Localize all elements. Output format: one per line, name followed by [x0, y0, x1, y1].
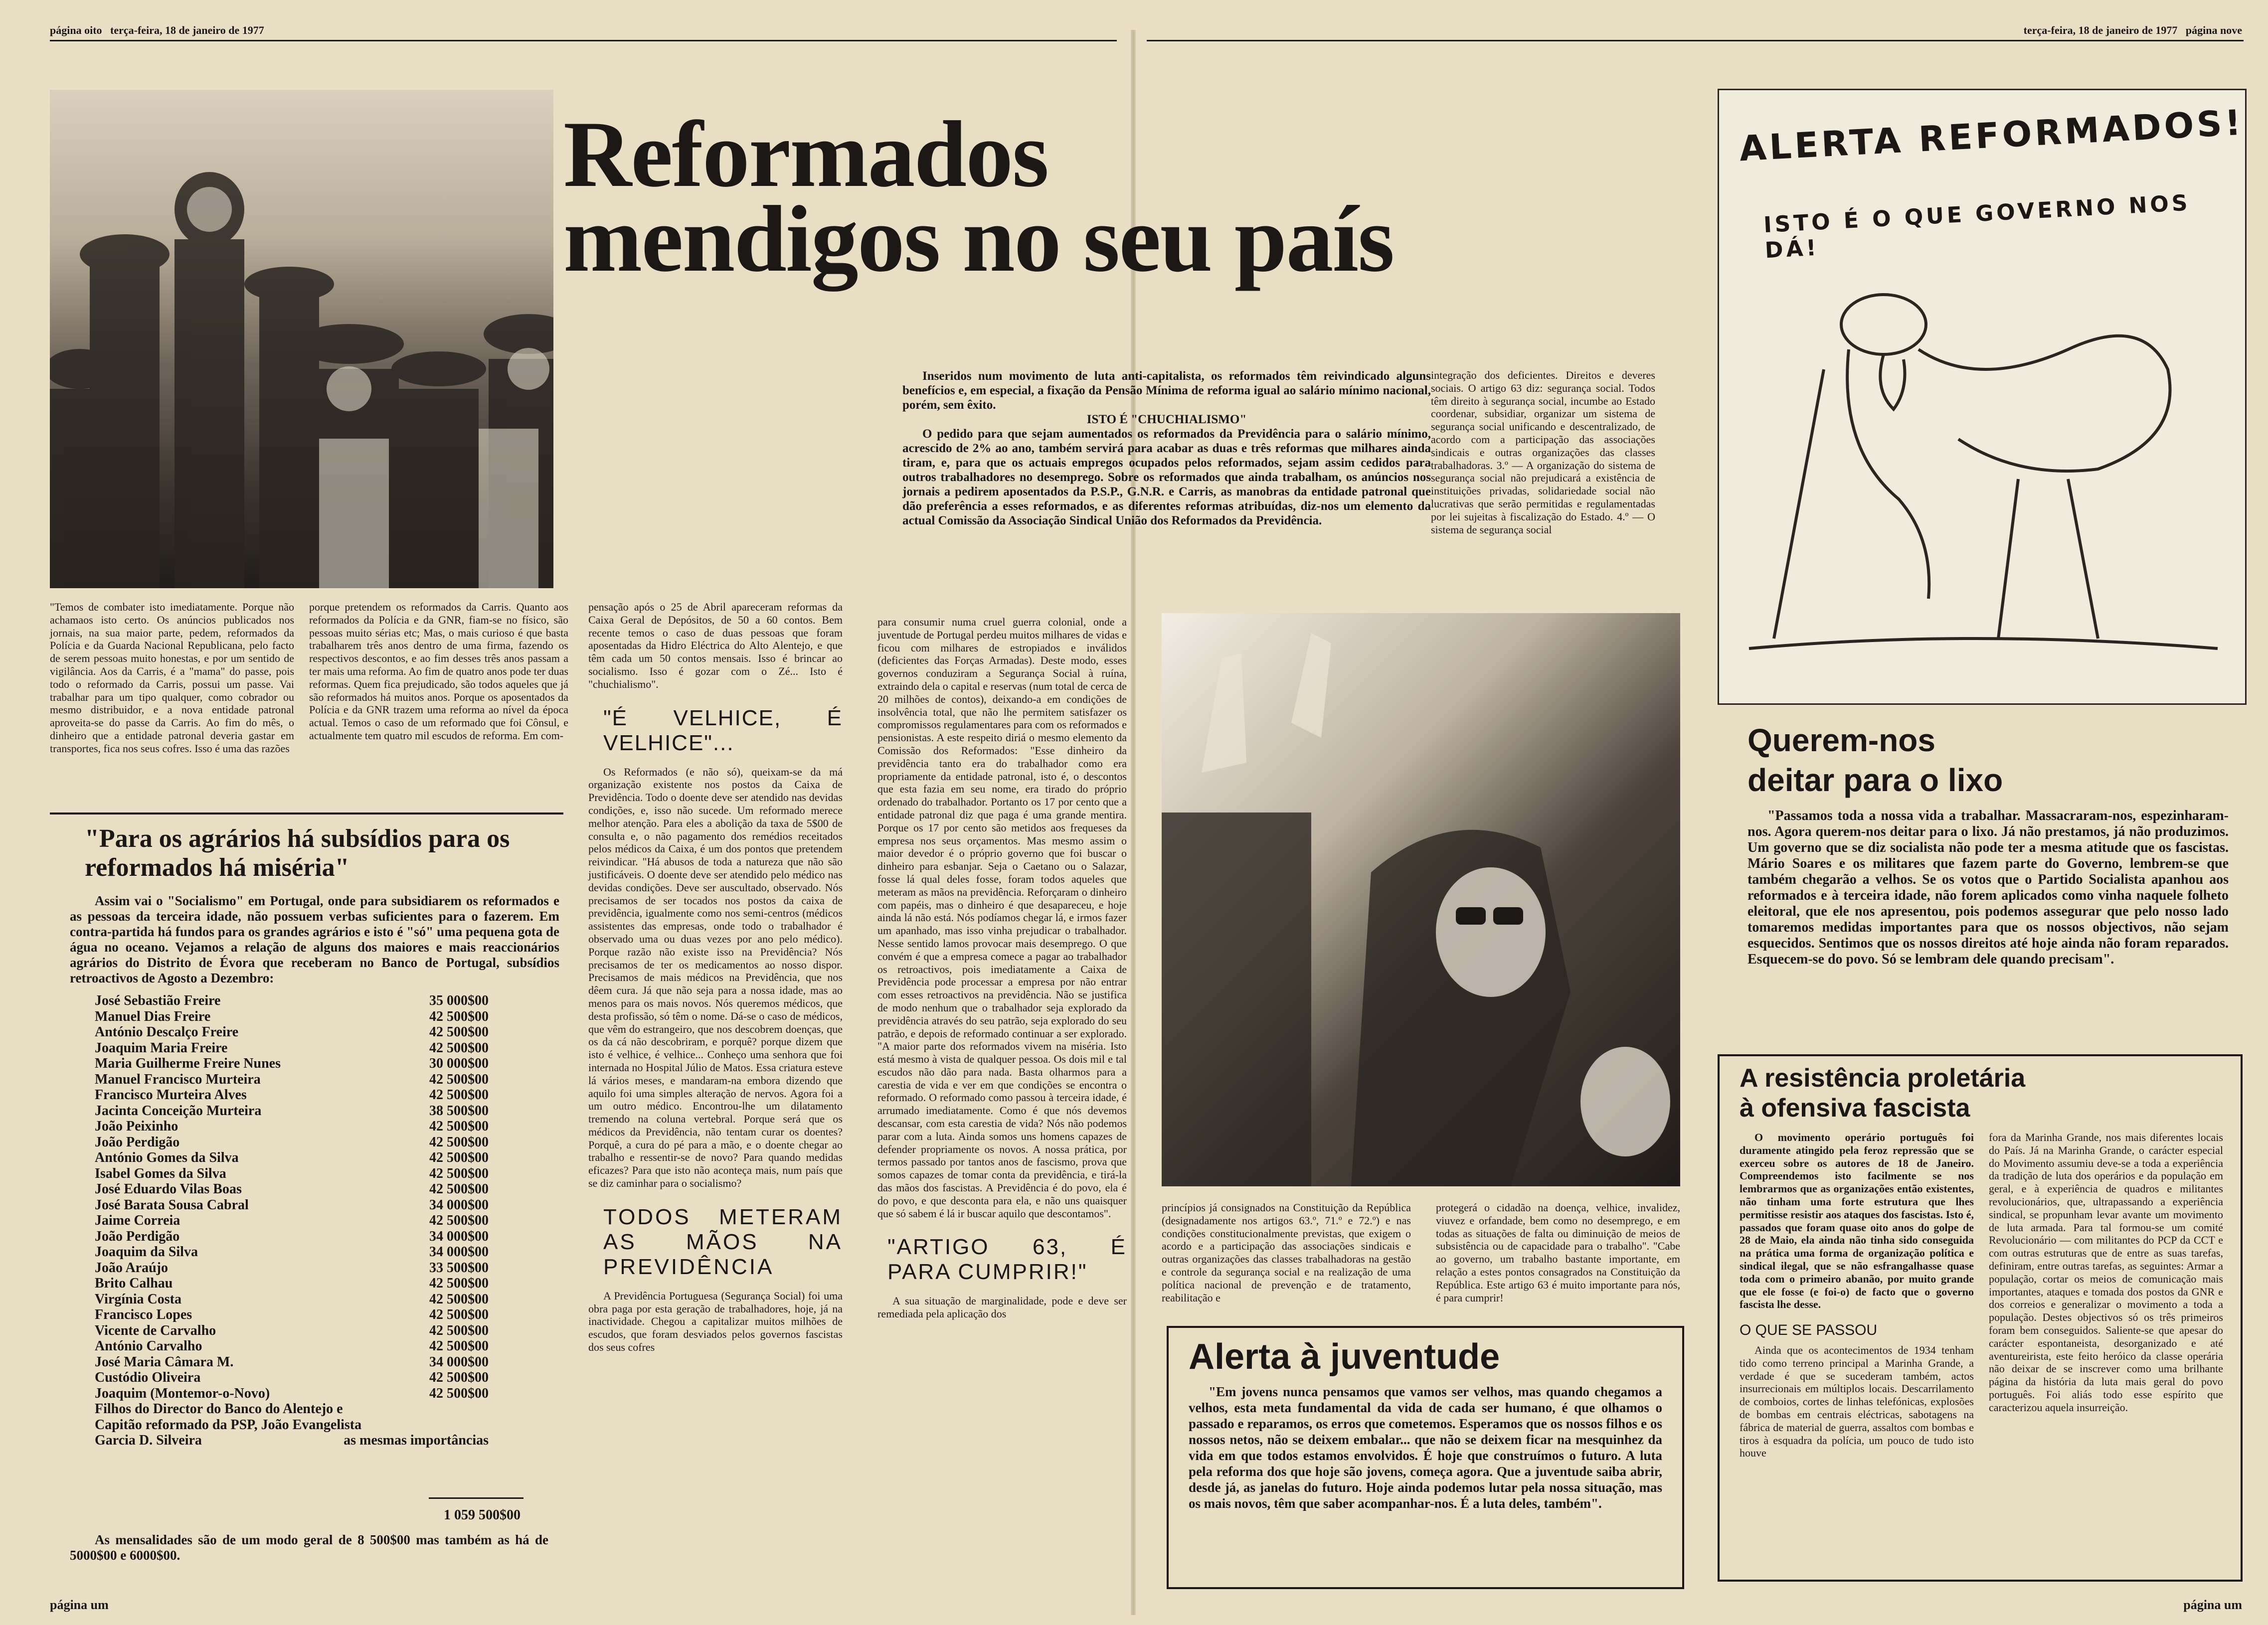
- bottom-left-folio: página um: [50, 1598, 109, 1612]
- agrarios-list-item: [95, 1024, 489, 1040]
- agrario-name: Francisco Lopes: [95, 1307, 192, 1322]
- resistencia-title-2: à ofensiva fascista: [1740, 1094, 1970, 1123]
- agrario-value: 42 500$00: [429, 1338, 489, 1354]
- agrario-value: 33 500$00: [429, 1260, 489, 1276]
- agrario-value: 30 000$00: [429, 1056, 489, 1071]
- agrarios-footer-2: [95, 1417, 489, 1433]
- agrarios-list-item: [95, 1338, 489, 1354]
- agrario-name: Virgínia Costa: [95, 1291, 181, 1307]
- agrario-name: António Carvalho: [95, 1338, 202, 1354]
- agrarios-list-item: [95, 1229, 489, 1245]
- agrario-name: João Perdigão: [95, 1228, 180, 1244]
- agrarios-list-item: [95, 1119, 489, 1135]
- lead-paragraph: Inseridos num movimento de luta anti-capitalista, os reformados têm reivindicado alguns benefícios e, em especial, a fixação da Pensão Mínima de reforma igual ao salário mínimo nacional, porém, sem êxito.: [902, 369, 1431, 412]
- agrarios-list-item: [95, 1009, 489, 1025]
- agrarios-list-item: [95, 1213, 489, 1229]
- agrario-name: João Araújo: [95, 1260, 168, 1276]
- bottom-right-folio: página um: [2183, 1598, 2242, 1612]
- agrario-value: 34 000$00: [429, 1228, 489, 1244]
- top-rule-right: [1147, 40, 2244, 41]
- agrarios-list-item: [95, 1244, 489, 1260]
- resistencia-subhead: O QUE SE PASSOU: [1740, 1322, 1878, 1339]
- agrario-value: 42 500$00: [429, 1071, 489, 1087]
- footer-line-2: Capitão reformado da PSP, João Evangelista: [95, 1417, 362, 1433]
- agrario-name: Joaquim Maria Freire: [95, 1040, 228, 1056]
- agrarios-footer-3: [95, 1433, 489, 1449]
- lixo-article: [1718, 720, 2244, 968]
- article-right-column: [1431, 369, 1655, 536]
- woman-figure: [1162, 613, 1680, 1186]
- lead-subhead: ISTO É "CHUCHIALISMO": [1086, 413, 1247, 426]
- col-3-text-3: A Previdência Portuguesa (Segurança Social) foi uma obra paga por esta geração de trabalhadores, hoje, já na inactividade. Chegou a capitalizar muitos milhões de escudos, que foram desviados pelos governos fascistas dos seus cofres: [588, 1289, 843, 1354]
- agrarios-list-item: [95, 1166, 489, 1182]
- agrario-value: 42 500$00: [429, 1385, 489, 1401]
- right-folio: [2024, 24, 2242, 37]
- photo-retirees-crowd: [50, 90, 553, 588]
- agrarios-list-item: [95, 1260, 489, 1276]
- col-4-text: para consumir numa cruel guerra colonial, onde a juventude de Portugal perdeu muitos milhares de vidas e ficou com milhares de estropiados e inválidos (deficientes das Forças Armadas). Deste modo, esses governos conduziram a Segurança Social à ruína, extraindo dela o capital e reservas (num total de cerca de 20 milhões de contos), deixando-a em condições de insolvência total, que não lhe permitem satisfazer os compromissos regulamentares para com os reformados e pensionistas. A este respeito diriá o mesmo elemento da Comissão dos Reformados: "Esse dinheiro da previdência tanto era do trabalhador como era propriamente da entidade patronal, isto é, o descontos que esta fazia em seu nome, era tirado do próprio ordenado do trabalhador. Portanto os 17 por cento que a entidade patronal diz que paga é uma grande mentira. Porque os 17 por cento são metidos aos frequeses da empresa nos seus orçamentos. Mas mesmo assim o maior devedor é o próprio governo que foi buscar o dinheiro para esbanjar. Seja o Caetano ou o Salazar, fosse lá qual deles fosse, foram todos aqueles que meteram as mãos na previdência. Reforçaram o dinheiro com papéis, mas o dinheiro é que desapareceu, e hoje ainda lá não está. Nós podíamos chegar lá, e irmos fazer um apanhado, mas isso vinha prejudicar o trabalhador. Nesse sentido lamos provocar mais desemprego. O que convém é que a empresa comece a pagar ao trabalhador os retroactivos, pois imediatamente a Caixa de Previdência pode processar a empresa por não entrar com esses retroactivos na previdência. Não se justifica de modo nenhum que o trabalhador seja explorado da previdência através do seu patrão, seja explorado do seu patrão, e depois de reformado continuar a ser explorado. "A maior parte dos reformados vivem na miséria. Isto está mesmo à vista de qualquer pessoa. Os dois mil e tal escudos não dão para nada. Basta olharmos para a carestia de vida e ver em que condições se encontra o reformado. O reformado como passou à terceira idade, é arrumado imediatamente. Como é que nós devemos descansar, com esta carestia de vida? Nós não podemos parar com a luta. Ainda somos uns homens capazes de defender propriamente os novos. A nossa prática, por termos passado por tantos anos de fascismo, prova que somos capazes de tomar conta da previdência, e tirá-la das mãos dos fascistas. A Previdência é do povo, ela é do povo, e que desconta para ela, e não uns quaisquer que só sabem é lá ir buscar aquilo que descontamos".: [877, 616, 1127, 1220]
- agrarios-total: 1 059 500$00: [444, 1507, 521, 1523]
- juventude-text: "Em jovens nunca pensamos que vamos ser velhos, mas quando chegamos a velhos, esta meta fundamental da vida de cada ser humano, é que olhamos o passado e reparamos, os erros que cometemos. Esperamos que os nossos filhos e os nossos netos, não se deixem embalar... que não se deixem ficar na mesquinhez da vida em que todos estamos envolvidos. É hoje que construímos o futuro. A luta pela reforma dos que hoje são jovens, começa agora. Que a juventude saiba abrir, desde já, as janelas do futuro. Hoje ainda podemos lutar pela nossa situação, mas os mais novos, têm que saber acompanhar-nos. É a luta deles, também".: [1189, 1384, 1662, 1511]
- agrarios-list-item: [95, 1370, 489, 1386]
- footer-value: as mesmas importâncias: [344, 1433, 489, 1448]
- agrarios-list-item: [95, 1354, 489, 1370]
- agrario-value: 34 000$00: [429, 1197, 489, 1213]
- col-3-text: pensação após o 25 de Abril apareceram reformas da Caixa Geral de Depósitos, de 50 a 60 contos. Bem recente temos o caso de duas pessoas que foram aposentadas da Hidro Eléctrica do Alto Alentejo, e que têm cada um 50 contos mensais. Isso é brincar ao socialismo. Isso é gozar com o Zé... Isto é "chuchialismo".: [588, 601, 843, 690]
- agrario-name: Manuel Dias Freire: [95, 1008, 211, 1024]
- agrarios-list-item: [95, 1276, 489, 1292]
- resistencia-title-1: A resistência proletária: [1740, 1064, 2026, 1093]
- agrario-name: António Gomes da Silva: [95, 1150, 239, 1165]
- resistencia-col-1: [1740, 1131, 1974, 1460]
- agrario-value: 42 500$00: [429, 1008, 489, 1024]
- agrario-name: Vicente de Carvalho: [95, 1322, 216, 1338]
- under-photo-col-2: [1436, 1201, 1680, 1304]
- article-col-2: [309, 601, 568, 742]
- beggar-drawing: [1719, 90, 2245, 703]
- lixo-title-2: deitar para o lixo: [1747, 762, 2003, 798]
- right-column-text: integração dos deficientes. Direitos e deveres sociais. O artigo 63 diz: segurança social. Todos têm direito à segurança social, incumbe ao Estado coordenar, subsidiar, organizar um sistema de segurança social unificando e descentralizado, de acordo com a participação das associações sindicais e outras organizações das classes trabalhadoras. 3.º — A organização do sistema de segurança social não prejudicará a existência de instituições privadas, solidariedade social não lucrativas que serão permitidas e regulamentadas por lei sujeitas à fiscalização do Estado. 4.º — O sistema de segurança social: [1431, 369, 1655, 536]
- agrarios-list-item: [95, 1072, 489, 1088]
- footer-line-1: Filhos do Director do Banco do Alentejo e: [95, 1401, 343, 1417]
- agrarios-list-item: [95, 1197, 489, 1213]
- agrario-value: 42 500$00: [429, 1024, 489, 1040]
- agrarios-list-item: [95, 1181, 489, 1197]
- agrario-name: João Peixinho: [95, 1119, 178, 1134]
- agrario-name: José Barata Sousa Cabral: [95, 1197, 249, 1213]
- agrario-value: 42 500$00: [429, 1276, 489, 1291]
- agrarios-title: "Para os agrários há subsídios para os reformados há miséria": [85, 824, 510, 882]
- agrario-value: 38 500$00: [429, 1103, 489, 1119]
- resistencia-title: [1740, 1063, 2241, 1123]
- lixo-title-1: Querem-nos: [1747, 722, 1935, 758]
- agrario-value: 42 500$00: [429, 1165, 489, 1181]
- agrario-name: João Perdigão: [95, 1134, 180, 1150]
- juventude-title: Alerta à juventude: [1189, 1337, 1500, 1377]
- under-photo-col-1: [1162, 1201, 1411, 1304]
- headline-line-2: mendigos no seu país: [563, 187, 1394, 292]
- lixo-title: [1747, 720, 2244, 800]
- poster-line-1: ALERTA REFORMADOS!: [1738, 102, 2245, 169]
- col-3-subhead-previdencia: TODOS METERAM AS MÃOS NA PREVIDÊNCIA: [603, 1204, 843, 1279]
- left-folio: [50, 24, 264, 37]
- right-date: terça-feira, 18 de janeiro de 1977: [2023, 24, 2178, 36]
- agrario-value: 42 500$00: [429, 1181, 489, 1197]
- resistencia-box: [1718, 1054, 2243, 1582]
- agrario-value: 42 500$00: [429, 1119, 489, 1134]
- total-rule: [429, 1497, 523, 1499]
- under-photo-text-2: protegerá o cidadão na doença, velhice, invalidez, viuvez e orfandade, bem como no desemprego, e em todas as situações de falta ou diminuição de meios de subsistência ou de capacidade para o trabalho". "Cabe ao governo, um trabalho bastante importante, em relação a estes pontos consagrados na Constituição da República. Este artigo 63 é muito importante para nós, é para cumprir!: [1436, 1201, 1680, 1304]
- article-col-1: [50, 601, 294, 755]
- agrario-value: 34 000$00: [429, 1354, 489, 1370]
- agrario-name: Manuel Francisco Murteira: [95, 1071, 261, 1087]
- agrario-name: António Descalço Freire: [95, 1024, 239, 1040]
- left-date: terça-feira, 18 de janeiro de 1977: [110, 24, 264, 36]
- agrario-value: 42 500$00: [429, 1291, 489, 1307]
- col-3-text-2: Os Reformados (e não só), queixam-se da má organização existente nos postos da Caixa de Previdência. Todo o doente deve ser atendido nas devidas condições, e, isso não sucede. Um reformado merece melhor atenção. Para eles a abolição da taxa de 5$00 de consulta e, o não pagamento dos remédios receitados pelos médicos da Caixa, é um dos pontos que pretendem reivindicar. "Há abusos de toda a natureza que não são justificáveis. O doente deve ser atendido pelo médico nas devidas condições. Deve ser auscultado, observado. Nós precisamos de ser tocados nos postos da caixa de previdência, igualmente como nos semi-centros (médicos assistentes das empresas, onde todo o trabalhador é observado uma ou duas vezes por ano pelo médico). Porque razão não existe isso na Previdência? Nós precisamos de ter os medicamentos ao nosso dispor. Precisamos de mais médicos na Previdência, que nos dêem cura. Já que não seja para a nossa idade, mas ao menos para os mais novos. Nós queremos médicos, que desta profissão, só têm o nome. Dá-se o caso de médicos, que vêm do estrangeiro, que nos descobrem doenças, que os da cá não descobriram, e porquê? porque dizem que isto é velhice, é velhice... Conheço uma senhora que foi internada no Hospital Júlio de Matos. Essa criatura esteve lá vários meses, e mandaram-na embora dizendo que aquilo foi uma simples alteração de nervos. Agora foi a um outro médico. Encontrou-lhe um dilatamento tremendo na coluna vertebral. Porque será que os médicos da Previdência, não tentam curar os doentes? Porquê, a cura do pé para a mão, e o doente chegar ao trabalho e ressentir-se de novo? Para quando medidas eficazes? Para que isto não aconteça mais, num país que se diz caminhar para o socialismo?: [588, 765, 843, 1190]
- top-rule-left: [50, 40, 1117, 41]
- col-1-text: "Temos de combater isto imediatamente. Porque não achamaos isto certo. Os anúncios publicados nos jornais, na sua maior parte, pedem, reformados da Polícia e da Guarda Nacional Republicana, pelo facto de serem pessoas muito honestas, e por um sentido de vigilância. Aos da Carris, é a "mama" do passe, pois todo o reformado da Carris, possui um passe. Vai trabalhar para um tipo qualquer, como cobrador ou mesmo distribuidor, e a nova entidade patronal aproveita-se do passe da Carris. Ao fim do mês, o dinheiro que a entidade patronal deveria gastar em transportes, fica nos seus cofres. Isso é uma das razões: [50, 601, 294, 755]
- crowd-figures: [50, 90, 553, 588]
- lixo-text: "Passamos toda a nossa vida a trabalhar. Massacraram-nos, espezinharam-nos. Agora querem-nos deitar para o lixo. Já não prestamos, já não produzimos. Um governo que se diz socialista não pode ter a mesma atitude que os fascistas. Mário Soares e os militares que fazem parte do Governo, lembrem-se que também chegarão a velhos. Se os votos que o Partido Socialista apanhou aos reformados e à terceira idade, não forem aplicados como vinha naquele folheto eleitoral, que ele nos apresentou, pois podemos assegurar que pelo nosso lado tomaremos medidas importantes para que os nossos objectivos, não sejam esquecidos. Sentimos que os nossos direitos até hoje ainda não foram reparados. Esquecem-se do povo. Só se lembram dele quando precisam".: [1747, 808, 2229, 967]
- resistencia-col-2-text: fora da Marinha Grande, nos mais diferentes locais do País. Já na Marinha Grande, o carácter especial do Movimento assumiu deve-se a toda a experiência da tradição de luta dos operários e da população em geral, e à experiência de quadros e militantes revolucionários, que, ultrapassando a experiência sindical, se propunham levar avante um movimento de luta armada. Para tal formou-se um comité Revolucionário — com militantes do PCP da CCT e com outras estruturas que de entre as suas tarefas, definiram, entre outras tarefas, as seguintes: Armar a população, cortar os meios de comunicação mais importantes, ataques e tomada dos postos da GNR e dos correios e generalizar o movimento a toda a população. Destes objectivos só os três primeiros foram bem conseguidos. Saliente-se que apesar do carácter espontaneista, desorganizado e até aventureirista, este feito heróico da classe operária não deixar de se inscrever como uma brilhante página da história da luta mais geral do povo português. Foi aliás todo esse espírito que caracterizou aquela insurreição.: [1989, 1131, 2223, 1414]
- agrario-name: Jaime Correia: [95, 1213, 180, 1228]
- under-photo-text-1: princípios já consignados na Constituição da República (designadamente nos artigos 63.º, 71.º e 72.º) e nas condições constitucionalmente previstas, que exigem o acordo e a participação das associações sindicais e outras organizações das classes trabalhadoras na gestão e controle da segurança social e na realização de uma política nacional de prevenção e de tratamento, reabilitação e: [1162, 1201, 1411, 1304]
- juventude-box: [1167, 1326, 1684, 1589]
- agrario-value: 42 500$00: [429, 1150, 489, 1165]
- agrarios-list-item: [95, 1087, 489, 1103]
- agrario-value: 42 500$00: [429, 1307, 489, 1322]
- agrarios-list: [95, 993, 489, 1449]
- agrario-name: José Eduardo Vilas Boas: [95, 1181, 242, 1197]
- col-4-text-2: A sua situação de marginalidade, pode e deve ser remediada pela aplicação dos: [877, 1295, 1127, 1320]
- agrario-name: Francisco Murteira Alves: [95, 1087, 247, 1103]
- agrario-value: 42 500$00: [429, 1213, 489, 1228]
- agrario-value: 42 500$00: [429, 1040, 489, 1056]
- agrarios-list-item: [95, 1386, 489, 1402]
- agrario-name: Maria Guilherme Freire Nunes: [95, 1056, 281, 1071]
- resistencia-col-1-text-2: Ainda que os acontecimentos de 1934 tenham tido como terreno principal a Marinha Grande, a verdade é que se sucederam também, actos insurrecionais em múltiplos locais. Descarrilamento de comboios, cortes de linhas telefónicas, explosões de bombas em centrais eléctricas, sabotagens na fábrica de material de guerra, assaltos com bombas e tiros à esquadra da polícia, um pouco de tudo isto houve: [1740, 1343, 1974, 1460]
- agrario-name: Brito Calhau: [95, 1276, 173, 1291]
- agrarios-list-item: [95, 1323, 489, 1339]
- agrarios-list-item: [95, 1040, 489, 1056]
- agrario-value: 42 500$00: [429, 1370, 489, 1385]
- agrarios-list-item: [95, 1150, 489, 1166]
- agrarios-footer-1: [95, 1401, 489, 1417]
- agrarios-list-item: [95, 1103, 489, 1119]
- main-headline: [563, 102, 1394, 292]
- agrarios-intro: Assim vai o "Socialismo" em Portugal, onde para subsidiarem os reformados e as pessoas da terceira idade, não possuem verbas suficientes para o fazerem. Em contra-partida há fundos para os grandes agrários e isto é "só" uma pequena gota de água no oceano. Vejamos a relação de alguns dos maiores e mais reaccionários agrários do Distrito de Évora que receberam no Banco de Portugal, subsídios retroactivos de Agosto a Dezembro:: [70, 893, 559, 985]
- agrarios-list-item: [95, 1056, 489, 1072]
- agrarios-list-item: [95, 1135, 489, 1150]
- agrario-value: 34 000$00: [429, 1244, 489, 1260]
- photo-elderly-woman-protest: [1162, 613, 1680, 1186]
- agrario-value: 42 500$00: [429, 1322, 489, 1338]
- left-folio-label: página oito: [50, 24, 102, 36]
- footer-line-3: Garcia D. Silveira: [95, 1433, 202, 1448]
- agrario-value: 42 500$00: [429, 1134, 489, 1150]
- resistencia-col-2: [1989, 1131, 2223, 1414]
- poster-line-2: ISTO É O QUE GOVERNO NOS DÁ!: [1762, 190, 2191, 264]
- lead-paragraph-2: O pedido para que sejam aumentados os reformados da Previdência para o salário mínimo, acrescido de 2% ao ano, também servirá para acabar as duas e três reformas que milhares ainda tiram, e, para que os actuais empregos ocupados pelos reformados, sejam assim cedidos para outros trabalhadores no desemprego. Sobre os reformados que ainda trabalham, os anúncios nos jornais a pedirem aposentados da P.S.P., G.N.R. e Carris, as manobras da entidade patronal que dão preferência a esses reformados, e as diferentes reformas atribuídas, diz-nos um elemento da actual Comissão da Associação Sindical União dos Reformados da Previdência.: [902, 427, 1431, 527]
- agrario-name: Isabel Gomes da Silva: [95, 1165, 226, 1181]
- right-folio-label: página nove: [2185, 24, 2242, 36]
- col-3-subhead-velhice: "É VELHICE, É VELHICE"...: [603, 705, 843, 755]
- article-col-3: [588, 601, 843, 1354]
- agrarios-list-item: [95, 1292, 489, 1307]
- poster-alerta-reformados: [1718, 89, 2247, 705]
- agrario-name: Joaquim da Silva: [95, 1244, 198, 1260]
- agrarios-box: [50, 812, 563, 1577]
- article-col-4: [877, 616, 1127, 1320]
- col-2-text: porque pretendem os reformados da Carris. Quanto aos reformados da Polícia e da GNR, fiam-se no físico, são pessoas muito sérias etc; Mas, o mais curioso é que basta trabalharem três anos dentro de uma firma, fazendo os respectivos descontos, e ao fim desses três anos passam a ter mais uma reforma. Ao fim de quatro anos pode ter duas reformas. Quem fica prejudicado, são todos aqueles que já são reformados há muitos anos. Porque os aposentados da Polícia e da GNR trazem uma reforma ao nível da época actual. Temos o caso de um reformado que foi Cônsul, e actualmente tem quatro mil escudos de reforma. Em com-: [309, 601, 568, 742]
- agrario-name: José Sebastião Freire: [95, 993, 221, 1008]
- agrario-value: 35 000$00: [429, 993, 489, 1008]
- agrarios-list-item: [95, 993, 489, 1009]
- agrario-value: 42 500$00: [429, 1087, 489, 1103]
- agrarios-list-item: [95, 1307, 489, 1323]
- resistencia-col-1-text: O movimento operário português foi duramente atingido pela feroz repressão que se exerceu sobre os autores de 18 de Janeiro. Compreendemos isto facilmente se nos lembrarmos que as organizações então existentes, não tinham uma forte estrutura que lhes permitisse resistir aos ataques dos fascistas. Isto é, passados que foram quase oito anos do golpe de 28 de Maio, ela ainda não tinha sido conseguida na prática uma forma de organização política e sindical ilegal, que se não esfrangalhasse quase toda com o primeiro abanão, por muito grande que ele fosse (e foi-o) de facto que o governo fascista lhe desse.: [1740, 1131, 1974, 1311]
- agrarios-closing: As mensalidades são de um modo geral de 8 500$00 mas também as há de 5000$00 e 6000$00.: [70, 1532, 548, 1563]
- lead-text: [902, 369, 1431, 528]
- headline-line-1: Reformados: [563, 102, 1048, 207]
- agrario-name: Joaquim (Montemor-o-Novo): [95, 1385, 270, 1401]
- agrario-name: José Maria Câmara M.: [95, 1354, 234, 1370]
- agrario-name: Jacinta Conceição Murteira: [95, 1103, 262, 1119]
- agrario-name: Custódio Oliveira: [95, 1370, 201, 1385]
- col-4-subhead-artigo: "ARTIGO 63, É PARA CUMPRIR!": [887, 1235, 1127, 1285]
